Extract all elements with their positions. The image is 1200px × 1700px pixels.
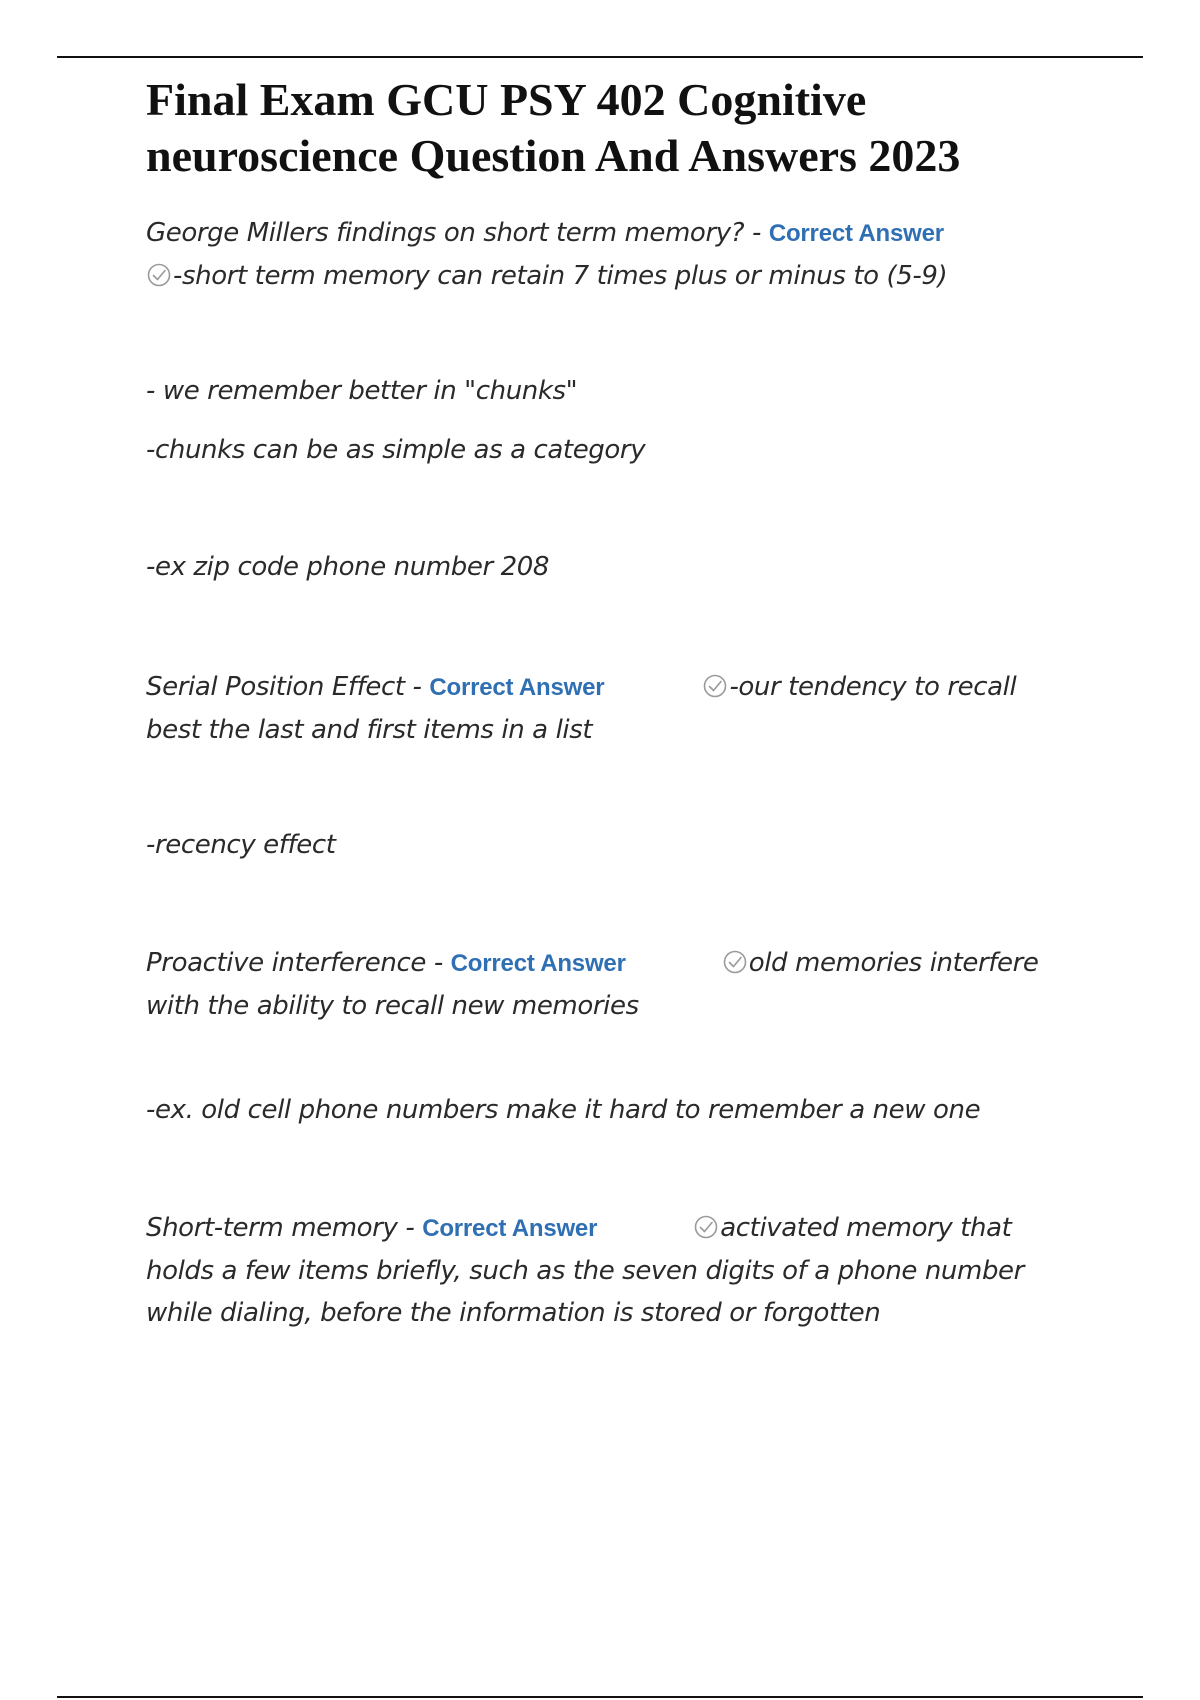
note-cell-phone (146, 1089, 1066, 1131)
question-line (146, 1207, 1066, 1250)
check-circle-icon (693, 1214, 719, 1240)
question-text: George Millers findings on short term memory? - (146, 218, 769, 248)
answer-line (146, 255, 1066, 297)
check-circle-icon (146, 262, 172, 288)
answer-text: old memories interfere (748, 948, 1039, 978)
answer-continuation: while dialing, before the information is stored or forgotten (146, 1298, 881, 1328)
question-line (146, 212, 1066, 255)
note-chunks (146, 370, 1066, 412)
qa-item-george-miller (146, 212, 1066, 297)
correct-answer-label: Correct Answer (768, 220, 944, 247)
answer-continuation: with the ability to recall new memories (146, 991, 639, 1021)
answer-continuation: best the last and first items in a list (146, 715, 593, 745)
note-text: -chunks can be as simple as a category (146, 435, 646, 465)
question-text: Short-term memory - (146, 1213, 423, 1243)
check-circle-icon (702, 673, 728, 699)
answer-text: -our tendency to recall (729, 672, 1017, 702)
answer-text: -short term memory can retain 7 times plus or minus to (5-9) (173, 261, 948, 291)
correct-answer-label: Correct Answer (450, 950, 626, 977)
note-category (146, 429, 1066, 471)
title-line-2: neuroscience Question And Answers 2023 (146, 130, 961, 181)
qa-item-short-term-memory (146, 1207, 1066, 1334)
title-line-1: Final Exam GCU PSY 402 Cognitive (146, 74, 867, 125)
correct-answer-label: Correct Answer (429, 674, 605, 701)
note-text: -recency effect (146, 830, 336, 860)
qa-item-proactive-interference (146, 942, 1066, 1027)
footer-rule (57, 1696, 1143, 1698)
header-rule (57, 56, 1143, 58)
question-text: Proactive interference - (146, 948, 451, 978)
question-line (146, 666, 1066, 709)
answer-continuation: holds a few items briefly, such as the seven digits of a phone number (146, 1256, 1024, 1286)
answer-text: activated memory that (720, 1213, 1012, 1243)
note-text: - we remember better in "chunks" (146, 376, 578, 406)
note-text: -ex zip code phone number 208 (146, 552, 550, 582)
question-text: Serial Position Effect - (146, 672, 430, 702)
note-recency (146, 824, 1066, 866)
correct-answer-label: Correct Answer (422, 1215, 598, 1242)
question-line (146, 942, 1066, 985)
document-title (146, 72, 1106, 184)
qa-item-serial-position (146, 666, 1066, 751)
check-circle-icon (722, 949, 748, 975)
note-zip-code (146, 546, 1066, 588)
note-text: -ex. old cell phone numbers make it hard to remember a new one (146, 1095, 981, 1125)
